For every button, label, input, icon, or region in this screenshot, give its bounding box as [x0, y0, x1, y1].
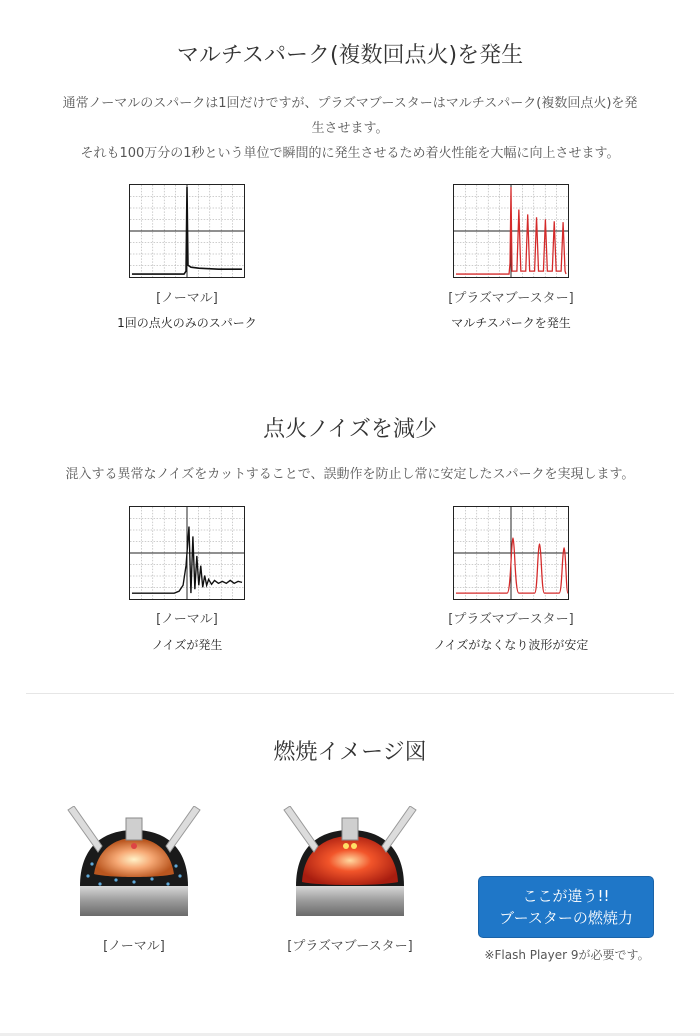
desc-line: 生させます。: [311, 121, 389, 136]
desc-line: それも100万分の1秒という単位で瞬間的に発生させるため着火性能を大幅に向上させます。: [80, 146, 620, 161]
combustion-image-normal: [64, 806, 204, 921]
caption-plasma: マルチスパークを発生: [451, 316, 571, 330]
label-plasma-noise: [プラズマブースター]: [448, 612, 574, 627]
caption-normal-noise: ノイズが発生: [151, 638, 223, 652]
desc-line: 通常ノーマルのスパークは1回だけですが、プラズマブースターはマルチスパーク(複数回点火)を発: [62, 96, 638, 111]
section-title-combustion: 燃焼イメージ図: [273, 740, 427, 765]
label-plasma: [プラズマブースター]: [448, 291, 574, 306]
oscilloscope-normal-spark: [129, 184, 245, 278]
section-title-multi-spark: マルチスパーク(複数回点火)を発生: [176, 43, 524, 68]
label-normal-combustion: [ノーマル]: [103, 939, 165, 954]
section-description-noise: 混入する異常なノイズをカットすることで、誤動作を防止し常に安定したスパークを実現します。: [65, 467, 635, 482]
section-divider: [26, 693, 674, 694]
section-title-noise-reduction: 点火ノイズを減少: [263, 417, 437, 442]
section-description-multi-spark: [20, 91, 680, 166]
flash-player-note: ※Flash Player 9が必要です。: [484, 948, 650, 962]
label-plasma-combustion: [プラズマブースター]: [287, 939, 413, 954]
cta-line-1: ここが違う!!: [522, 887, 610, 905]
label-normal: [ノーマル]: [156, 291, 218, 306]
label-normal-noise: [ノーマル]: [156, 612, 218, 627]
combustion-image-plasma: [280, 806, 420, 921]
oscilloscope-normal-noise: [129, 506, 245, 600]
oscilloscope-plasma-spark: [453, 184, 569, 278]
caption-plasma-noise: ノイズがなくなり波形が安定: [433, 638, 589, 652]
oscilloscope-plasma-noise: [453, 506, 569, 600]
combustion-power-button[interactable]: [478, 876, 654, 938]
cta-line-2: ブースターの燃焼力: [499, 909, 633, 927]
caption-normal: 1回の点火のみのスパーク: [117, 316, 257, 330]
